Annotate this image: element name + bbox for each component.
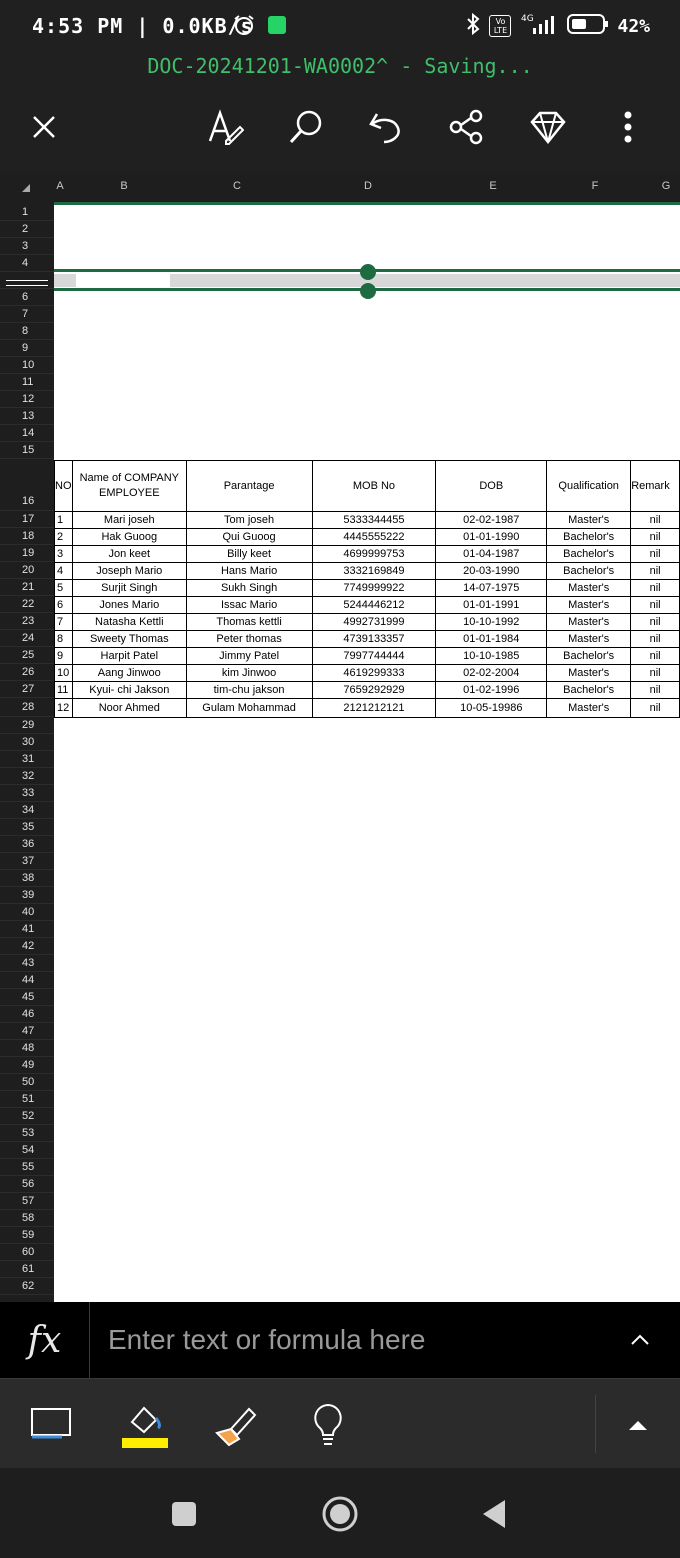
row-header-52[interactable]: 52 xyxy=(0,1108,54,1125)
table-cell[interactable]: 1 xyxy=(55,512,73,529)
table-row xyxy=(55,597,680,614)
row-header-24[interactable]: 24 xyxy=(0,630,54,647)
table-cell[interactable]: Sweety Thomas xyxy=(72,631,186,648)
row-header-18[interactable]: 18 xyxy=(0,528,54,545)
borders-button[interactable] xyxy=(24,1399,80,1451)
table-cell[interactable]: Bachelor's xyxy=(547,546,631,563)
lightbulb-icon xyxy=(311,1402,345,1448)
row-header-35[interactable]: 35 xyxy=(0,819,54,836)
share-button[interactable] xyxy=(442,103,490,151)
table-cell[interactable]: Master's xyxy=(547,614,631,631)
row-header-10[interactable]: 10 xyxy=(0,357,54,374)
table-cell[interactable]: nil xyxy=(631,529,680,546)
table-cell[interactable]: 5244446212 xyxy=(312,597,436,614)
row-header-43[interactable]: 43 xyxy=(0,955,54,972)
table-cell[interactable]: 01-04-1987 xyxy=(436,546,547,563)
row-header-57[interactable]: 57 xyxy=(0,1193,54,1210)
table-cell[interactable]: 4992731999 xyxy=(312,614,436,631)
table-row xyxy=(55,563,680,580)
close-icon xyxy=(31,114,57,140)
table-cell[interactable]: Master's xyxy=(547,512,631,529)
table-cell[interactable]: 4699999753 xyxy=(312,546,436,563)
table-cell[interactable]: Surjit Singh xyxy=(72,580,186,597)
row-header-49[interactable]: 49 xyxy=(0,1057,54,1074)
table-header-cell[interactable]: Name of COMPANY EMPLOYEE xyxy=(72,461,186,512)
row-header-50[interactable]: 50 xyxy=(0,1074,54,1091)
function-button[interactable]: fx xyxy=(0,1302,90,1378)
signal-icon xyxy=(519,12,559,40)
table-cell[interactable]: Gulam Mohammad xyxy=(186,699,312,718)
format-painter-button[interactable] xyxy=(208,1399,264,1451)
row-header-bar xyxy=(0,202,54,1302)
column-header-bar xyxy=(0,172,680,202)
table-cell[interactable]: Natasha Kettli xyxy=(72,614,186,631)
battery-percent: 42% xyxy=(617,15,650,37)
row-header-22[interactable]: 22 xyxy=(0,596,54,613)
table-cell[interactable]: 10-10-1992 xyxy=(436,614,547,631)
row-header-51[interactable]: 51 xyxy=(0,1091,54,1108)
document-title: DOC-20241201-WA0002^ - Saving... xyxy=(147,54,533,78)
row-header-23[interactable]: 23 xyxy=(0,613,54,630)
table-cell[interactable]: 9 xyxy=(55,648,73,665)
column-header-c[interactable]: C xyxy=(233,180,241,192)
alarm-icon xyxy=(232,13,256,41)
more-icon xyxy=(622,109,634,145)
table-cell[interactable]: nil xyxy=(631,699,680,718)
table-cell[interactable]: 12 xyxy=(55,699,73,718)
row-header-4[interactable]: 4 xyxy=(0,255,54,272)
row-header-34[interactable]: 34 xyxy=(0,802,54,819)
cell-grid[interactable] xyxy=(54,202,680,1302)
table-cell[interactable]: Jones Mario xyxy=(72,597,186,614)
table-cell[interactable]: nil xyxy=(631,580,680,597)
table-cell[interactable]: 10 xyxy=(55,665,73,682)
row-header-13[interactable]: 13 xyxy=(0,408,54,425)
status-time: 4:53 PM | 0.0KB/s xyxy=(32,14,254,38)
undo-icon xyxy=(367,108,405,146)
fill-color-icon xyxy=(118,1400,170,1450)
row-header-45[interactable]: 45 xyxy=(0,989,54,1006)
table-cell[interactable]: 02-02-1987 xyxy=(436,512,547,529)
table-cell[interactable]: Master's xyxy=(547,597,631,614)
row-header-36[interactable]: 36 xyxy=(0,836,54,853)
row-header-12[interactable]: 12 xyxy=(0,391,54,408)
row-header-20[interactable]: 20 xyxy=(0,562,54,579)
bluetooth-icon xyxy=(465,12,481,40)
row-header-60[interactable]: 60 xyxy=(0,1244,54,1261)
table-cell[interactable]: nil xyxy=(631,614,680,631)
table-cell[interactable]: nil xyxy=(631,631,680,648)
table-cell[interactable]: 5333344455 xyxy=(312,512,436,529)
table-cell[interactable]: nil xyxy=(631,563,680,580)
row-header-33[interactable]: 33 xyxy=(0,785,54,802)
status-bar xyxy=(0,0,680,52)
table-cell[interactable]: kim Jinwoo xyxy=(186,665,312,682)
table-cell[interactable]: Master's xyxy=(547,580,631,597)
whatsapp-icon xyxy=(268,16,286,34)
table-header-cell[interactable]: Remark xyxy=(631,461,680,512)
row-header-17[interactable]: 17 xyxy=(0,511,54,528)
recents-button[interactable] xyxy=(162,1492,206,1536)
row-header-59[interactable]: 59 xyxy=(0,1227,54,1244)
table-cell[interactable]: Billy keet xyxy=(186,546,312,563)
employee-table xyxy=(54,460,680,718)
table-header-cell[interactable]: NO xyxy=(55,461,73,512)
table-cell[interactable]: 7 xyxy=(55,614,73,631)
table-cell[interactable]: nil xyxy=(631,597,680,614)
battery-icon xyxy=(567,13,609,39)
table-cell[interactable]: 01-01-1990 xyxy=(436,529,547,546)
table-cell[interactable]: nil xyxy=(631,648,680,665)
selection-handle-bottom[interactable] xyxy=(360,283,376,299)
table-cell[interactable]: 20-03-1990 xyxy=(436,563,547,580)
row-header-2[interactable]: 2 xyxy=(0,221,54,238)
table-row xyxy=(55,631,680,648)
table-cell[interactable]: Harpit Patel xyxy=(72,648,186,665)
row-header-14[interactable]: 14 xyxy=(0,425,54,442)
selected-row-marker[interactable] xyxy=(6,280,48,286)
row-header-11[interactable]: 11 xyxy=(0,374,54,391)
table-cell[interactable]: Peter thomas xyxy=(186,631,312,648)
borders-icon xyxy=(28,1405,76,1445)
column-header-f[interactable]: F xyxy=(591,180,599,192)
table-cell[interactable]: 10-05-19986 xyxy=(436,699,547,718)
table-row xyxy=(55,665,680,682)
table-cell[interactable]: Bachelor's xyxy=(547,648,631,665)
table-cell[interactable]: Mari joseh xyxy=(72,512,186,529)
row-header-38[interactable]: 38 xyxy=(0,870,54,887)
volte-icon: Vo LTE xyxy=(489,15,511,37)
select-all-corner[interactable] xyxy=(22,184,30,192)
row-header-44[interactable]: 44 xyxy=(0,972,54,989)
premium-button[interactable] xyxy=(524,103,572,151)
table-cell[interactable]: Aang Jinwoo xyxy=(72,665,186,682)
table-header-cell[interactable]: Qualification xyxy=(547,461,631,512)
premium-icon xyxy=(529,108,567,146)
table-cell[interactable]: Master's xyxy=(547,699,631,718)
row-header-21[interactable]: 21 xyxy=(0,579,54,596)
table-cell[interactable]: Qui Guoog xyxy=(186,529,312,546)
table-cell[interactable]: 6 xyxy=(55,597,73,614)
table-cell[interactable]: tim-chu jakson xyxy=(186,682,312,699)
back-icon xyxy=(479,1498,509,1530)
table-row xyxy=(55,546,680,563)
row-header-26[interactable]: 26 xyxy=(0,664,54,681)
table-cell[interactable]: Kyui- chi Jakson xyxy=(72,682,186,699)
row-header-1[interactable]: 1 xyxy=(0,204,54,221)
table-cell[interactable]: 01-01-1984 xyxy=(436,631,547,648)
share-icon xyxy=(447,108,485,146)
row-header-54[interactable]: 54 xyxy=(0,1142,54,1159)
row-header-19[interactable]: 19 xyxy=(0,545,54,562)
recents-icon xyxy=(169,1499,199,1529)
row-header-28[interactable]: 28 xyxy=(0,698,54,717)
row-header-41[interactable]: 41 xyxy=(0,921,54,938)
row-header-46[interactable]: 46 xyxy=(0,1006,54,1023)
expand-up-icon xyxy=(626,1413,650,1437)
row-header-37[interactable]: 37 xyxy=(0,853,54,870)
expand-ribbon-button[interactable] xyxy=(610,1399,666,1451)
table-cell[interactable]: Thomas kettli xyxy=(186,614,312,631)
row-header-48[interactable]: 48 xyxy=(0,1040,54,1057)
table-cell[interactable]: 4 xyxy=(55,563,73,580)
table-cell[interactable]: 7659292929 xyxy=(312,682,436,699)
home-button[interactable] xyxy=(318,1492,362,1536)
table-cell[interactable]: Bachelor's xyxy=(547,682,631,699)
table-cell[interactable]: Master's xyxy=(547,631,631,648)
table-header-cell[interactable]: DOB xyxy=(436,461,547,512)
svg-text:4G: 4G xyxy=(521,14,535,24)
row-header-16[interactable]: 16 xyxy=(0,459,54,511)
sheet-top-border xyxy=(54,202,680,205)
table-cell[interactable]: Hak Guoog xyxy=(72,529,186,546)
column-header-e[interactable]: E xyxy=(489,180,497,192)
table-cell[interactable]: 5 xyxy=(55,580,73,597)
table-row xyxy=(55,614,680,631)
draw-icon xyxy=(204,107,244,147)
undo-button[interactable] xyxy=(362,103,410,151)
draw-button[interactable] xyxy=(200,103,248,151)
row-header-9[interactable]: 9 xyxy=(0,340,54,357)
table-cell[interactable]: 4445555222 xyxy=(312,529,436,546)
navigation-bar xyxy=(0,1468,680,1558)
row-header-47[interactable]: 47 xyxy=(0,1023,54,1040)
table-row xyxy=(55,512,680,529)
table-cell[interactable]: Tom joseh xyxy=(186,512,312,529)
search-icon xyxy=(287,108,325,146)
table-cell[interactable]: 01-01-1991 xyxy=(436,597,547,614)
fill-color-button[interactable] xyxy=(116,1399,172,1451)
table-cell[interactable]: 11 xyxy=(55,682,73,699)
table-cell[interactable]: 7749999922 xyxy=(312,580,436,597)
formula-bar xyxy=(0,1302,680,1378)
bottom-ribbon xyxy=(0,1378,680,1468)
table-row xyxy=(55,648,680,665)
table-header-cell[interactable]: MOB No xyxy=(312,461,436,512)
table-cell[interactable]: Noor Ahmed xyxy=(72,699,186,718)
chevron-up-icon xyxy=(628,1328,652,1352)
table-row xyxy=(55,580,680,597)
close-button[interactable] xyxy=(20,103,68,151)
table-cell[interactable]: 2121212121 xyxy=(312,699,436,718)
table-cell[interactable]: 3332169849 xyxy=(312,563,436,580)
table-cell[interactable]: 8 xyxy=(55,631,73,648)
row-header-58[interactable]: 58 xyxy=(0,1210,54,1227)
table-cell[interactable]: Bachelor's xyxy=(547,529,631,546)
table-cell[interactable]: 10-10-1985 xyxy=(436,648,547,665)
table-cell[interactable]: 7997744444 xyxy=(312,648,436,665)
table-cell[interactable]: nil xyxy=(631,546,680,563)
format-painter-icon xyxy=(211,1403,261,1447)
row-header-40[interactable]: 40 xyxy=(0,904,54,921)
row-header-55[interactable]: 55 xyxy=(0,1159,54,1176)
table-header-row xyxy=(55,461,680,512)
row-header-32[interactable]: 32 xyxy=(0,768,54,785)
formula-expand-button[interactable] xyxy=(628,1328,652,1352)
table-cell[interactable]: 2 xyxy=(55,529,73,546)
row-header-53[interactable]: 53 xyxy=(0,1125,54,1142)
table-cell[interactable]: Issac Mario xyxy=(186,597,312,614)
home-icon xyxy=(320,1494,360,1534)
table-row xyxy=(55,699,680,718)
row-header-39[interactable]: 39 xyxy=(0,887,54,904)
table-cell[interactable]: 4619299333 xyxy=(312,665,436,682)
top-toolbar xyxy=(0,95,680,165)
row-header-6[interactable]: 6 xyxy=(0,289,54,306)
table-cell[interactable]: 14-07-1975 xyxy=(436,580,547,597)
column-header-g[interactable]: G xyxy=(661,180,671,192)
table-cell[interactable]: Sukh Singh xyxy=(186,580,312,597)
formula-input[interactable] xyxy=(108,1320,608,1360)
table-cell[interactable]: 01-02-1996 xyxy=(436,682,547,699)
column-header-b[interactable]: B xyxy=(120,180,128,192)
row-header-27[interactable]: 27 xyxy=(0,681,54,698)
search-button[interactable] xyxy=(282,103,330,151)
status-right-group xyxy=(465,12,650,40)
more-options-button[interactable] xyxy=(604,103,652,151)
row-header-30[interactable]: 30 xyxy=(0,734,54,751)
table-cell[interactable]: 02-02-2004 xyxy=(436,665,547,682)
row-header-25[interactable]: 25 xyxy=(0,647,54,664)
row-header-3[interactable]: 3 xyxy=(0,238,54,255)
row-header-7[interactable]: 7 xyxy=(0,306,54,323)
table-cell[interactable]: nil xyxy=(631,512,680,529)
row-header-29[interactable]: 29 xyxy=(0,717,54,734)
table-row xyxy=(55,529,680,546)
row-header-42[interactable]: 42 xyxy=(0,938,54,955)
active-cell[interactable] xyxy=(76,274,170,287)
row-header-61[interactable]: 61 xyxy=(0,1261,54,1278)
table-header-cell[interactable]: Parantage xyxy=(186,461,312,512)
column-header-a[interactable]: A xyxy=(56,180,64,192)
row-header-15[interactable]: 15 xyxy=(0,442,54,459)
table-cell[interactable]: nil xyxy=(631,682,680,699)
row-header-8[interactable]: 8 xyxy=(0,323,54,340)
column-header-d[interactable]: D xyxy=(364,180,372,192)
table-cell[interactable]: Jon keet xyxy=(72,546,186,563)
table-cell[interactable]: Joseph Mario xyxy=(72,563,186,580)
back-button[interactable] xyxy=(472,1492,516,1536)
table-cell[interactable]: 3 xyxy=(55,546,73,563)
selection-handle-top[interactable] xyxy=(360,264,376,280)
ribbon-divider xyxy=(595,1395,596,1453)
ideas-button[interactable] xyxy=(300,1399,356,1451)
row-header-31[interactable]: 31 xyxy=(0,751,54,768)
table-row xyxy=(55,682,680,699)
table-cell[interactable]: Jimmy Patel xyxy=(186,648,312,665)
table-cell[interactable]: Bachelor's xyxy=(547,563,631,580)
row-header-56[interactable]: 56 xyxy=(0,1176,54,1193)
row-header-62[interactable]: 62 xyxy=(0,1278,54,1295)
table-cell[interactable]: Master's xyxy=(547,665,631,682)
table-cell[interactable]: Hans Mario xyxy=(186,563,312,580)
table-cell[interactable]: 4739133357 xyxy=(312,631,436,648)
table-cell[interactable]: nil xyxy=(631,665,680,682)
spreadsheet[interactable] xyxy=(0,172,680,1302)
